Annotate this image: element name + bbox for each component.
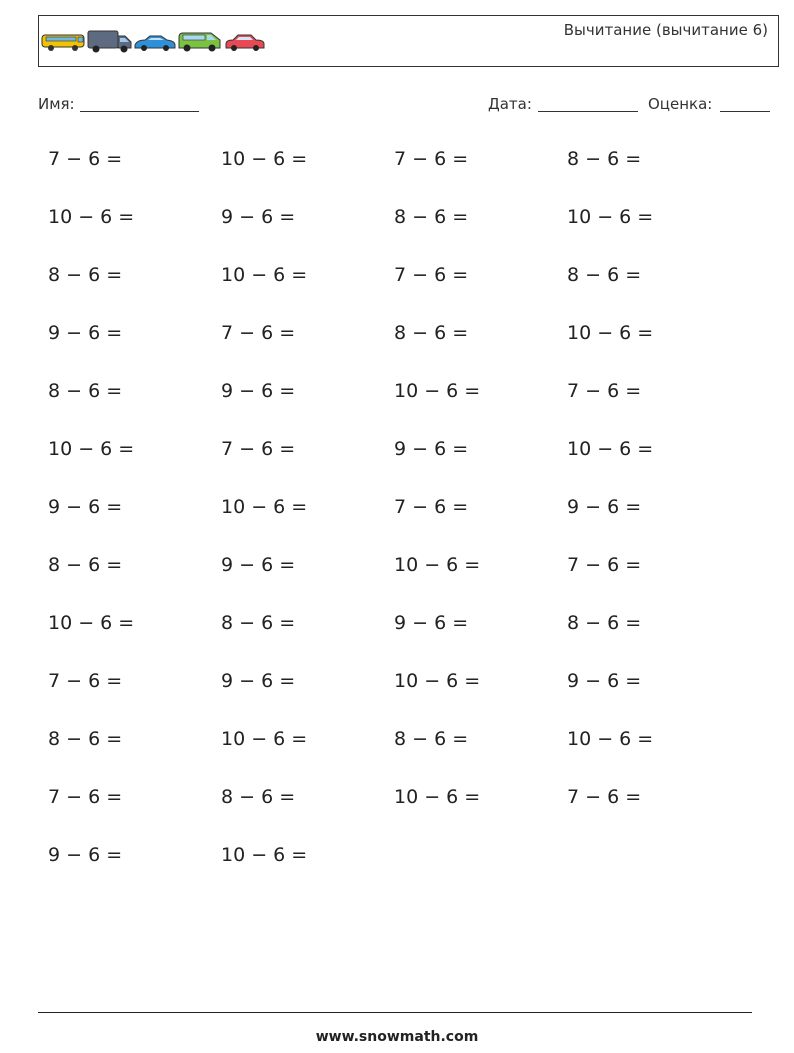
problem-item: 8 − 6 = (221, 786, 296, 808)
problem-item: 10 − 6 = (394, 554, 481, 576)
header-box (38, 15, 779, 67)
problem-item: 9 − 6 = (567, 496, 642, 518)
problem-item: 7 − 6 = (394, 496, 469, 518)
problem-item: 9 − 6 = (567, 670, 642, 692)
problem-item: 10 − 6 = (394, 786, 481, 808)
problem-item: 10 − 6 = (48, 438, 135, 460)
problem-item: 10 − 6 = (221, 728, 308, 750)
problem-item: 7 − 6 = (567, 554, 642, 576)
problem-item: 7 − 6 = (48, 670, 123, 692)
problem-item: 7 − 6 = (567, 380, 642, 402)
date-label: Дата: (488, 95, 532, 113)
problem-item: 8 − 6 = (221, 612, 296, 634)
problem-item: 8 − 6 = (394, 206, 469, 228)
problem-item: 9 − 6 = (394, 438, 469, 460)
date-blank[interactable] (538, 111, 638, 112)
problem-item: 9 − 6 = (48, 322, 123, 344)
problem-item: 10 − 6 = (394, 670, 481, 692)
name-label: Имя: (38, 95, 75, 113)
van-icon (87, 30, 133, 54)
problem-item: 10 − 6 = (567, 728, 654, 750)
problem-item: 8 − 6 = (567, 612, 642, 634)
problem-item: 9 − 6 = (221, 206, 296, 228)
problem-item: 10 − 6 = (221, 496, 308, 518)
worksheet-title: Вычитание (вычитание 6) (563, 21, 768, 39)
problem-item: 10 − 6 = (567, 322, 654, 344)
sedan-icon (223, 30, 267, 54)
problem-item: 10 − 6 = (221, 844, 308, 866)
problem-item: 9 − 6 = (48, 844, 123, 866)
problem-item: 8 − 6 = (48, 554, 123, 576)
problem-item: 8 − 6 = (567, 264, 642, 286)
minivan-icon (177, 30, 223, 54)
footer-url: www.snowmath.com (315, 1029, 479, 1045)
problem-item: 7 − 6 = (221, 438, 296, 460)
problem-item: 10 − 6 = (567, 438, 654, 460)
problem-item: 10 − 6 = (394, 380, 481, 402)
problem-item: 8 − 6 = (394, 728, 469, 750)
problem-item: 7 − 6 = (567, 786, 642, 808)
name-blank[interactable] (80, 111, 199, 112)
problem-item: 9 − 6 = (394, 612, 469, 634)
problem-item: 10 − 6 = (48, 206, 135, 228)
problem-item: 9 − 6 = (221, 380, 296, 402)
problem-item: 7 − 6 = (48, 148, 123, 170)
problem-item: 8 − 6 = (48, 264, 123, 286)
grade-label: Оценка: (648, 95, 713, 113)
problem-item: 8 − 6 = (567, 148, 642, 170)
problem-item: 8 − 6 = (48, 728, 123, 750)
problem-item: 10 − 6 = (221, 264, 308, 286)
problem-item: 7 − 6 = (221, 322, 296, 344)
problem-item: 7 − 6 = (394, 148, 469, 170)
sports-car-icon (133, 30, 177, 54)
problem-item: 7 − 6 = (48, 786, 123, 808)
problem-item: 7 − 6 = (394, 264, 469, 286)
grade-blank[interactable] (720, 111, 770, 112)
problem-item: 9 − 6 = (48, 496, 123, 518)
problem-item: 9 − 6 = (221, 554, 296, 576)
footer-divider (38, 1012, 752, 1013)
school-bus-icon (41, 30, 87, 54)
problem-item: 10 − 6 = (221, 148, 308, 170)
problem-item: 8 − 6 = (394, 322, 469, 344)
problem-item: 9 − 6 = (221, 670, 296, 692)
problem-item: 8 − 6 = (48, 380, 123, 402)
problem-item: 10 − 6 = (48, 612, 135, 634)
problem-item: 10 − 6 = (567, 206, 654, 228)
